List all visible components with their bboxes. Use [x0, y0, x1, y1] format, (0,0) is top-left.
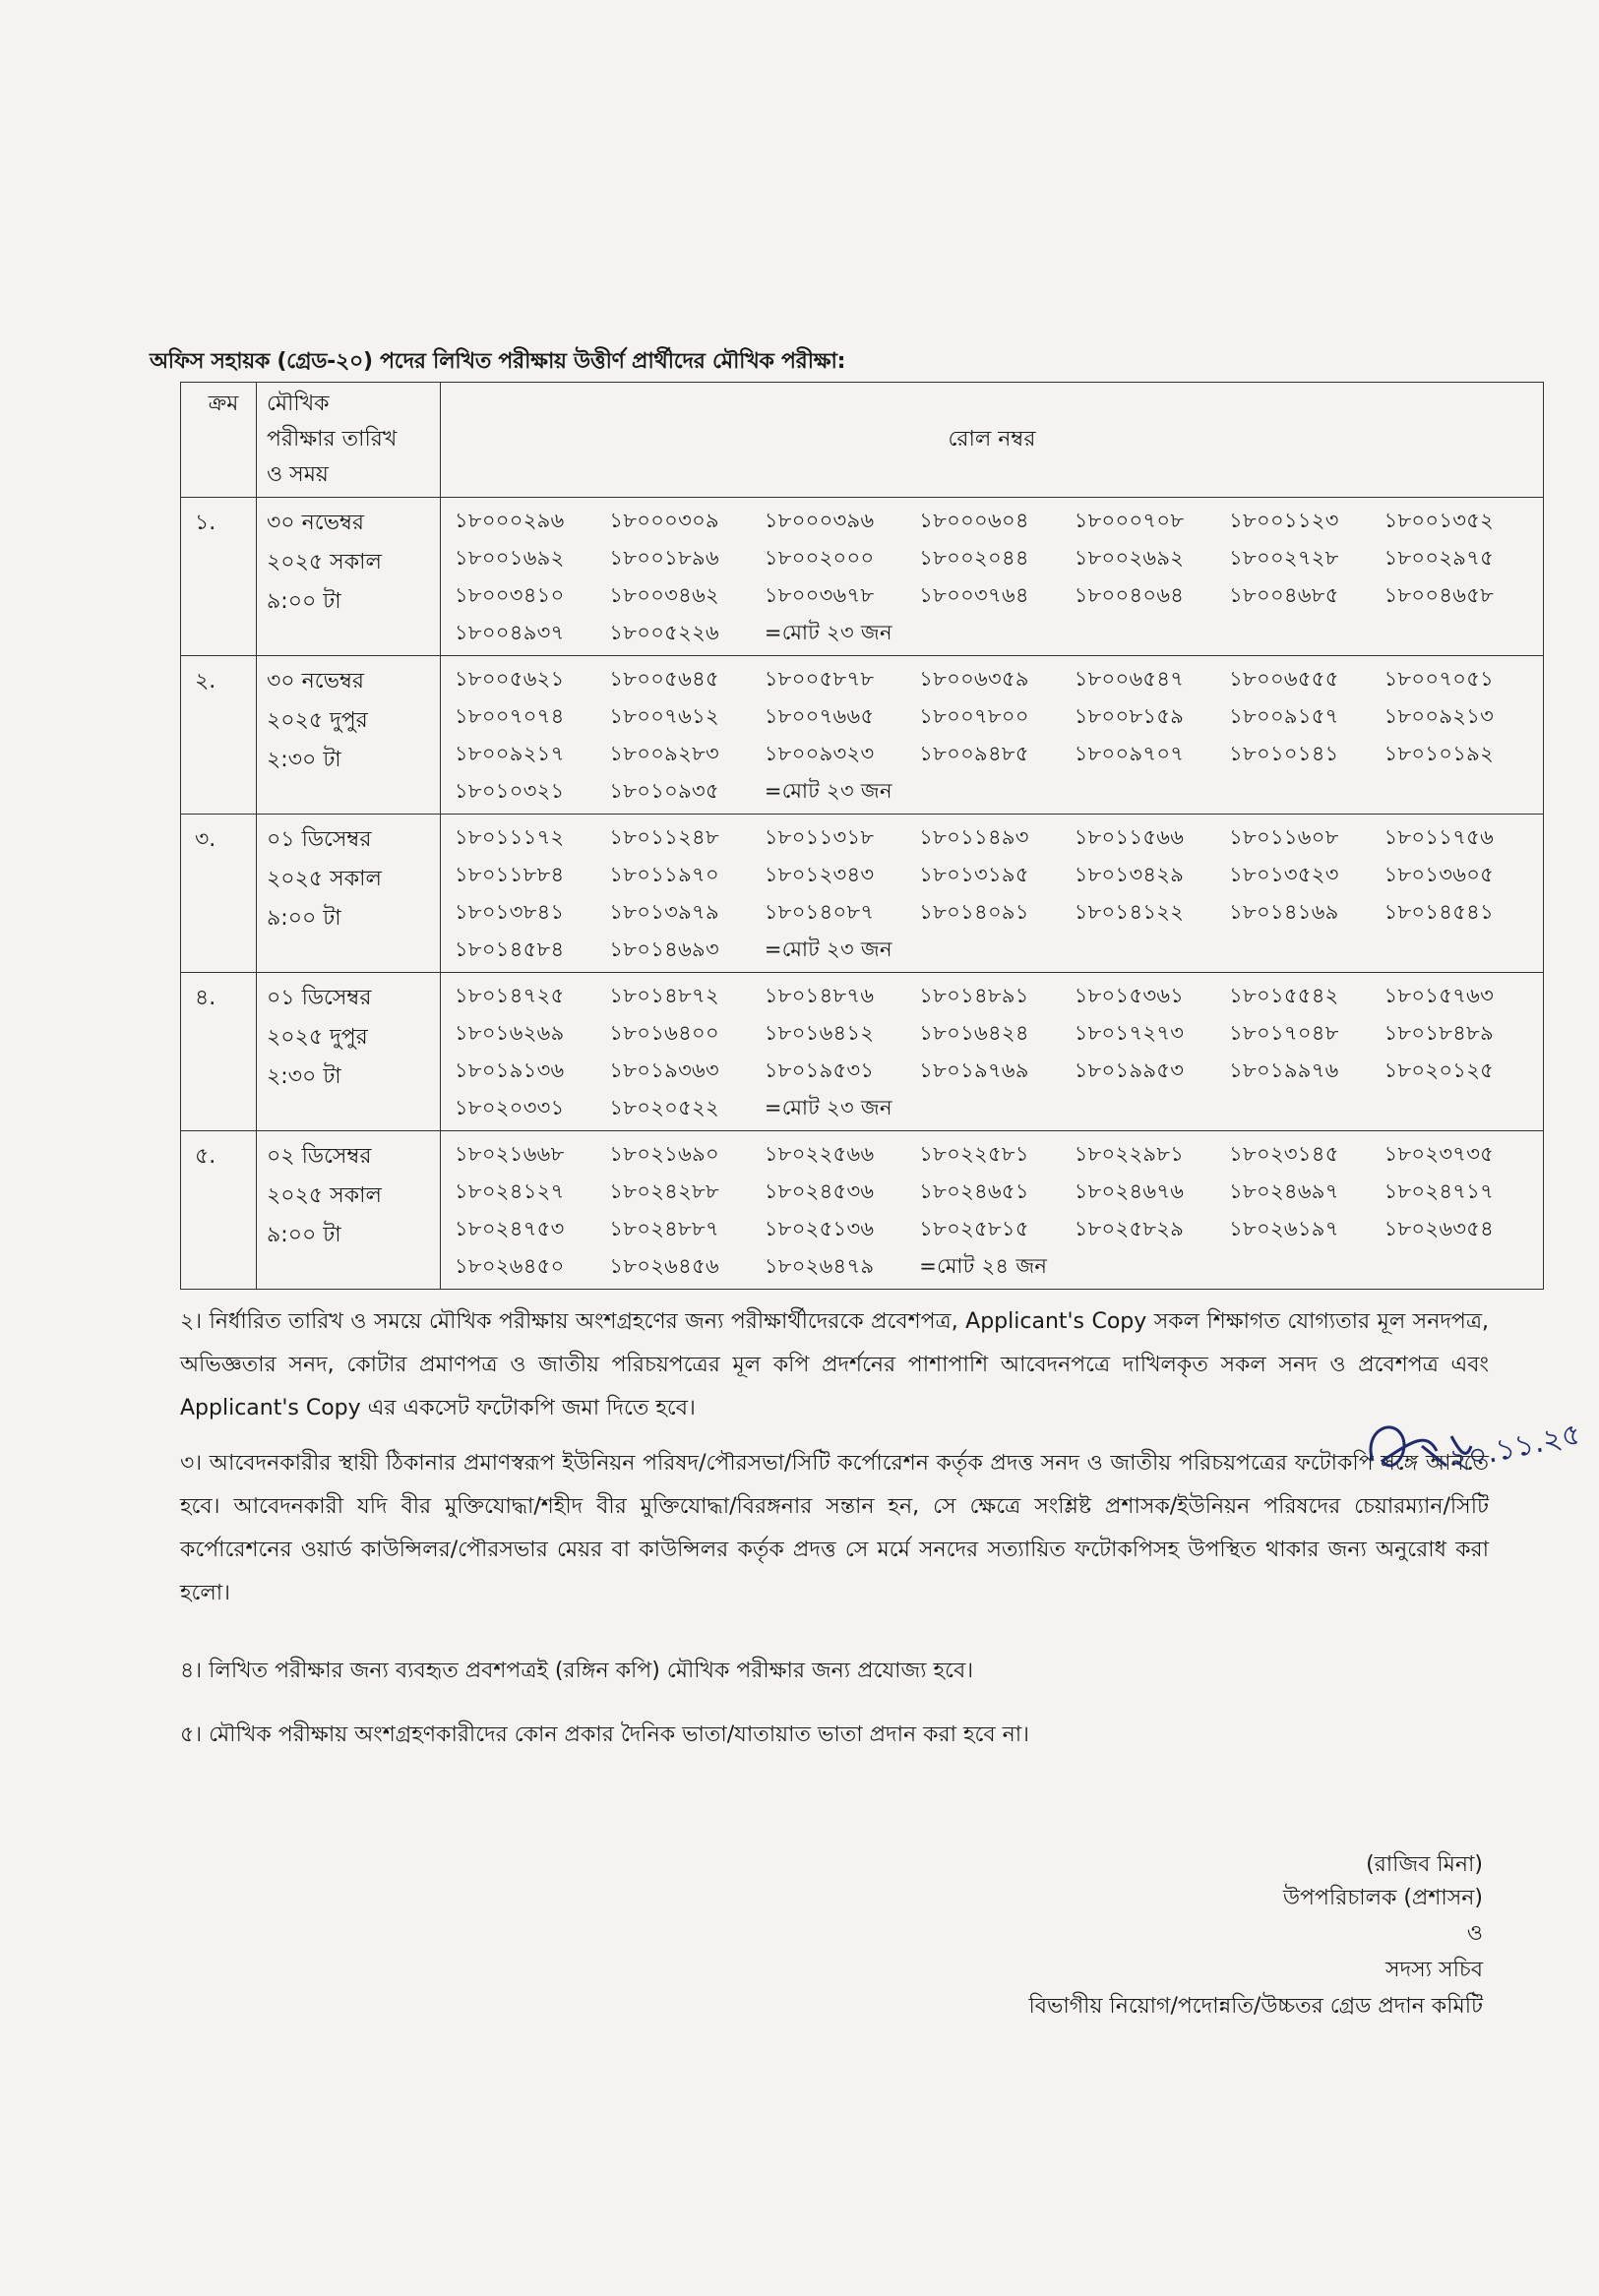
table-header-row	[181, 383, 1544, 498]
roll-number: ১৮০১৬৪১২	[764, 1021, 875, 1045]
row-date	[257, 973, 441, 1131]
roll-number: ১৮০০৯১৫৭	[1229, 704, 1339, 728]
roll-number: ১৮০১৫৫৪২	[1229, 984, 1339, 1007]
roll-number: ১৮০২৪২৮৮	[609, 1179, 719, 1203]
signatory-role: সদস্য সচিব	[1385, 1958, 1483, 1982]
table-row	[181, 656, 1544, 815]
roll-number: ১৮০১৯৭৬৯	[919, 1058, 1029, 1082]
roll-number: ১৮০০২৬৯২	[1074, 546, 1185, 570]
roll-number: ১৮০০৫৮৭৮	[764, 667, 875, 691]
roll-number: ১৮০১৪৮৭২	[609, 984, 719, 1007]
row-date-line: ২০২৫ দুপুর	[267, 708, 368, 733]
roll-number: ১৮০১৫৩৬১	[1074, 984, 1185, 1007]
row-date-line: ২:৩০ টা	[267, 748, 341, 772]
roll-number: ১৮০০২০০০	[764, 546, 875, 570]
roll-number: ১৮০০৩৬৭৮	[764, 583, 875, 607]
roll-number: ১৮০১১৩১৮	[764, 825, 875, 849]
row-date-line: ০২ ডিসেম্বর	[267, 1144, 372, 1169]
roll-number: ১৮০০৭৬৬৫	[764, 704, 875, 728]
roll-number: ১৮০১৪৭২৫	[455, 984, 565, 1007]
roll-number: ১৮০১১১৭২	[455, 825, 565, 849]
row-date-line: ৩০ নভেম্বর	[267, 669, 365, 694]
header-date-line: ও সময়	[267, 462, 329, 487]
paragraph-5: ৫। মৌখিক পরীক্ষায় অংশগ্রহণকারীদের কোন প্রকার দৈনিক ভাতা/যাতায়াত ভাতা প্রদান করা হবে না।	[180, 1722, 1029, 1747]
roll-number: ১৮০১৪১৬৯	[1229, 900, 1339, 924]
roll-number: ১৮০২৬৪৫৬	[609, 1254, 719, 1278]
roll-number: ১৮০০০৬০৪	[919, 509, 1029, 532]
roll-grid	[455, 502, 1539, 651]
row-date-line: ৯:০০ টা	[267, 589, 341, 614]
header-roll: রোল নম্বর	[441, 383, 1544, 498]
table-row	[181, 815, 1544, 973]
roll-number: ১৮০২০৩৩১	[455, 1096, 565, 1119]
roll-number: ১৮০১৫৭৬৩	[1384, 984, 1495, 1007]
signature-scribble	[1353, 1392, 1584, 1510]
roll-number: ১৮০০৫৬৪৫	[609, 667, 719, 691]
roll-number: ১৮০১১৭৫৬	[1384, 825, 1495, 849]
roll-number: ১৮০০২০৪৪	[919, 546, 1029, 570]
roll-number: ১৮০০৭৬১২	[609, 704, 719, 728]
roll-number: ১৮০০৯২১৭	[455, 742, 565, 765]
row-serial: ৩.	[181, 815, 257, 973]
paragraph-4: ৪। লিখিত পরীক্ষার জন্য ব্যবহৃত প্রবশপত্রই (রঙ্গিন কপি) মৌখিক পরীক্ষার জন্য প্রযোজ্য হবে।	[180, 1659, 974, 1683]
roll-number: ১৮০২৫১৩৬	[764, 1217, 875, 1240]
roll-number: ১৮০১৬২৬৯	[455, 1021, 565, 1045]
roll-number: ১৮০০৯৭০৭	[1074, 742, 1185, 765]
roll-number: ১৮০০৬৫৫৫	[1229, 667, 1339, 691]
roll-number: ১৮০১৩৬০৫	[1384, 863, 1495, 886]
roll-number: ১৮০০১১২৩	[1229, 509, 1339, 532]
viva-schedule-table	[180, 382, 1544, 1290]
row-date-line: ২০২৫ সকাল	[267, 1183, 382, 1208]
roll-number: ১৮০১৯৫৩১	[764, 1058, 875, 1082]
roll-number: ১৮০১৭২৭৩	[1074, 1021, 1185, 1045]
paragraph-3: ৩। আবেদনকারীর স্থায়ী ঠিকানার প্রমাণস্বরূপ ইউনিয়ন পরিষদ/পৌরসভা/সিটি কর্পোরেশন কর্তৃক প্রদত্ত সনদ ও জাতীয় পরিচয়পত্রের ফটোকপি সঙ্গে আনতে হবে। আবেদনকারী যদি বীর মুক্তিযোদ্ধা/শহীদ বীর মুক্তিযোদ্ধা/বিরঙ্গনার সন্তান হন, সে ক্ষেত্রে সংশ্লিষ্ট প্রশাসক/ইউনিয়ন পরিষদের চেয়ারম্যান/সিটি কর্পোরেশনের ওয়ার্ড কাউন্সিলর/পৌরসভার মেয়র বা কাউন্সিলর কর্তৃক প্রদত্ত সে মর্মে সনদের সত্যায়িত ফটোকপিসহ উপস্থিত থাকার জন্য অনুরোধ করা হলো।	[180, 1451, 1489, 1605]
roll-number: ১৮০২১৬৬৮	[455, 1142, 565, 1166]
roll-number: ১৮০০১৩৫২	[1384, 509, 1495, 532]
roll-number: ১৮০০৭০৫১	[1384, 667, 1495, 691]
signatory-committee: বিভাগীয় নিয়োগ/পদোন্নতি/উচ্চতর গ্রেড প্রদান কমিটি	[1028, 1994, 1483, 2019]
row-serial: ২.	[181, 656, 257, 815]
roll-number: ১৮০১০৩২১	[455, 779, 565, 803]
roll-number: ১৮০২৬৪৭৯	[764, 1254, 875, 1278]
roll-number: ১৮০০৯৩২৩	[764, 742, 875, 765]
table-body	[181, 498, 1544, 1290]
row-serial: ৪.	[181, 973, 257, 1131]
row-rolls	[441, 815, 1544, 973]
roll-number: ১৮০০৭০৭৪	[455, 704, 565, 728]
roll-number: ১৮০১৬৪২৪	[919, 1021, 1029, 1045]
page-title: অফিস সহায়ক (গ্রেড-২০) পদের লিখিত পরীক্ষায় উত্তীর্ণ প্রার্থীদের মৌখিক পরীক্ষা:	[150, 349, 846, 374]
roll-number: ১৮০১৩৯৭৯	[609, 900, 719, 924]
row-rolls	[441, 973, 1544, 1131]
roll-number: ১৮০২১৬৯০	[609, 1142, 719, 1166]
header-date-line: পরীক্ষার তারিখ	[267, 427, 398, 452]
roll-number: ১৮০২৪৬৭৬	[1074, 1179, 1185, 1203]
roll-number: ১৮০০১৮৯৬	[609, 546, 719, 570]
signatory-designation: উপপরিচালক (প্রশাসন)	[1282, 1886, 1483, 1910]
roll-number: ১৮০১৪৫৪১	[1384, 900, 1495, 924]
roll-number: ১৮০০৪৬৮৫	[1229, 583, 1339, 607]
roll-number: ১৮০০৭৮০০	[919, 704, 1029, 728]
roll-number: ১৮০০৪৬৫৮	[1384, 583, 1495, 607]
roll-number: ১৮০১১৫৬৬	[1074, 825, 1185, 849]
row-date	[257, 498, 441, 656]
roll-number: ১৮০১০৯৩৫	[609, 779, 719, 803]
roll-number: ১৮০০০২৯৬	[455, 509, 565, 532]
roll-number: ১৮০২২৫৬৬	[764, 1142, 875, 1166]
roll-number: ১৮০০৯২৮৩	[609, 742, 719, 765]
roll-number: ১৮০১১৪৯৩	[919, 825, 1029, 849]
roll-number: ১৮০০২৯৭৫	[1384, 546, 1495, 570]
roll-number: ১৮০২৪৬৯৭	[1229, 1179, 1339, 1203]
roll-number: ১৮০২৬৩৫৪	[1384, 1217, 1495, 1240]
roll-number: ১৮০১৪৮৯১	[919, 984, 1029, 1007]
roll-number: ১৮০১৬৪০০	[609, 1021, 719, 1045]
row-date-line: ২০২৫ দুপুর	[267, 1025, 368, 1050]
row-date-line: ২:৩০ টা	[267, 1064, 341, 1089]
roll-number: ১৮০০১৬৯২	[455, 546, 565, 570]
signature-date: ২০.১১.২৫	[1445, 1417, 1584, 1479]
roll-number: ১৮০২২৯৮১	[1074, 1142, 1185, 1166]
row-total: =মোট ২৩ জন	[764, 1096, 892, 1119]
roll-number: ১৮০১৪০৯১	[919, 900, 1029, 924]
table-row	[181, 1131, 1544, 1290]
signatory-conjunction: ও	[1466, 1921, 1483, 1946]
roll-number: ১৮০১১৬০৮	[1229, 825, 1339, 849]
roll-number: ১৮০১৪৬৯৩	[609, 937, 719, 961]
roll-number: ১৮০১৯৩৬৩	[609, 1058, 719, 1082]
header-date-line: মৌখিক	[267, 392, 330, 416]
roll-number: ১৮০১৪৮৭৬	[764, 984, 875, 1007]
row-date	[257, 656, 441, 815]
roll-number: ১৮০০৩৪৬২	[609, 583, 719, 607]
row-rolls	[441, 1131, 1544, 1290]
roll-number: ১৮০০০৩০৯	[609, 509, 719, 532]
roll-number: ১৮০১৯৯৭৬	[1229, 1058, 1339, 1082]
roll-number: ১৮০১৮৪৮৯	[1384, 1021, 1495, 1045]
roll-number: ১৮০২৪৭১৭	[1384, 1179, 1495, 1203]
roll-number: ১৮০০৪৯৩৭	[455, 621, 565, 644]
row-date-line: ০১ ডিসেম্বর	[267, 986, 372, 1010]
roll-number: ১৮০১৩৪২৯	[1074, 863, 1185, 886]
row-rolls	[441, 656, 1544, 815]
row-date-line: ২০২৫ সকাল	[267, 550, 382, 574]
roll-number: ১৮০১৩৫২৩	[1229, 863, 1339, 886]
row-date	[257, 815, 441, 973]
signatory-name: (রাজিব মিনা)	[1366, 1852, 1483, 1877]
row-date-line: ৯:০০ টা	[267, 1223, 341, 1247]
roll-number: ১৮০২৪৫৩৬	[764, 1179, 875, 1203]
roll-number: ১৮০২৫৮২৯	[1074, 1217, 1185, 1240]
roll-number: ১৮০২৬১৯৭	[1229, 1217, 1339, 1240]
row-serial: ১.	[181, 498, 257, 656]
roll-number: ১৮০১১৮৮৪	[455, 863, 565, 886]
roll-number: ১৮০১৩৮৪১	[455, 900, 565, 924]
header-date	[257, 383, 441, 498]
row-total: =মোট ২৩ জন	[764, 621, 892, 644]
roll-number: ১৮০০৫২২৬	[609, 621, 719, 644]
row-date	[257, 1131, 441, 1290]
roll-number: ১৮০০৩৪১০	[455, 583, 565, 607]
roll-number: ১৮০১০১৯২	[1384, 742, 1495, 765]
row-rolls	[441, 498, 1544, 656]
roll-number: ১৮০২৫৮১৫	[919, 1217, 1029, 1240]
header-serial: ক্রম	[181, 383, 257, 498]
row-total: =মোট ২৩ জন	[764, 937, 892, 961]
roll-grid	[455, 818, 1539, 968]
row-date-line: ৯:০০ টা	[267, 906, 341, 931]
roll-number: ১৮০০৬৩৫৯	[919, 667, 1029, 691]
row-serial: ৫.	[181, 1131, 257, 1290]
row-date-line: ২০২৫ সকাল	[267, 867, 382, 891]
roll-number: ১৮০১৩১৯৫	[919, 863, 1029, 886]
roll-number: ১৮০২৩৭৩৫	[1384, 1142, 1495, 1166]
roll-number: ১৮০০২৭২৮	[1229, 546, 1339, 570]
roll-number: ১৮০১৪৫৮৪	[455, 937, 565, 961]
roll-number: ১৮০১১৯৭০	[609, 863, 719, 886]
roll-number: ১৮০১৯৯৫৩	[1074, 1058, 1185, 1082]
roll-number: ১৮০১৯১৩৬	[455, 1058, 565, 1082]
roll-number: ১৮০১৪০৮৭	[764, 900, 875, 924]
roll-number: ১৮০১০১৪১	[1229, 742, 1339, 765]
roll-number: ১৮০২০১২৫	[1384, 1058, 1495, 1082]
row-total: =মোট ২৩ জন	[764, 779, 892, 803]
roll-number: ১৮০০৩৭৬৪	[919, 583, 1029, 607]
roll-number: ১৮০০৬৫৪৭	[1074, 667, 1185, 691]
roll-number: ১৮০২৩১৪৫	[1229, 1142, 1339, 1166]
roll-number: ১৮০২৪৬৫১	[919, 1179, 1029, 1203]
roll-number: ১৮০১৭০৪৮	[1229, 1021, 1339, 1045]
roll-grid	[455, 660, 1539, 810]
row-total: =মোট ২৪ জন	[919, 1254, 1048, 1278]
roll-number: ১৮০১২৩৪৩	[764, 863, 875, 886]
roll-number: ১৮০০৯৪৮৫	[919, 742, 1029, 765]
row-date-line: ৩০ নভেম্বর	[267, 511, 365, 535]
paragraph-2: ২। নির্ধারিত তারিখ ও সময়ে মৌখিক পরীক্ষায় অংশগ্রহণের জন্য পরীক্ষার্থীদেরকে প্রবেশপত্র, Applicant's Copy সকল শিক্ষাগত যোগ্যতার মূল সনদপত্র, অভিজ্ঞতার সনদ, কোটার প্রমাণপত্র ও জাতীয় পরিচয়পত্রের মূল কপি প্রদর্শনের পাশাপাশি আবেদনপত্রে দাখিলকৃত সকল সনদ ও প্রবেশপত্র এবং Applicant's Copy এর একসেট ফটোকপি জমা দিতে হবে।	[180, 1309, 1489, 1420]
row-date-line: ০১ ডিসেম্বর	[267, 827, 372, 852]
table-row	[181, 973, 1544, 1131]
roll-number: ১৮০১১২৪৮	[609, 825, 719, 849]
roll-number: ১৮০২০৫২২	[609, 1096, 719, 1119]
roll-number: ১৮০২৪৭৫৩	[455, 1217, 565, 1240]
roll-number: ১৮০০৫৬২১	[455, 667, 565, 691]
roll-number: ১৮০০০৭০৮	[1074, 509, 1185, 532]
table-row	[181, 498, 1544, 656]
roll-number: ১৮০০৪০৬৪	[1074, 583, 1185, 607]
roll-number: ১৮০২৪৮৮৭	[609, 1217, 719, 1240]
roll-number: ১৮০০৮১৫৯	[1074, 704, 1185, 728]
roll-number: ১৮০২৬৪৫০	[455, 1254, 565, 1278]
roll-number: ১৮০২২৫৮১	[919, 1142, 1029, 1166]
roll-grid	[455, 977, 1539, 1126]
roll-grid	[455, 1135, 1539, 1285]
roll-number: ১৮০০০৩৯৬	[764, 509, 875, 532]
roll-number: ১৮০০৯২১৩	[1384, 704, 1495, 728]
roll-number: ১৮০২৪১২৭	[455, 1179, 565, 1203]
roll-number: ১৮০১৪১২২	[1074, 900, 1185, 924]
